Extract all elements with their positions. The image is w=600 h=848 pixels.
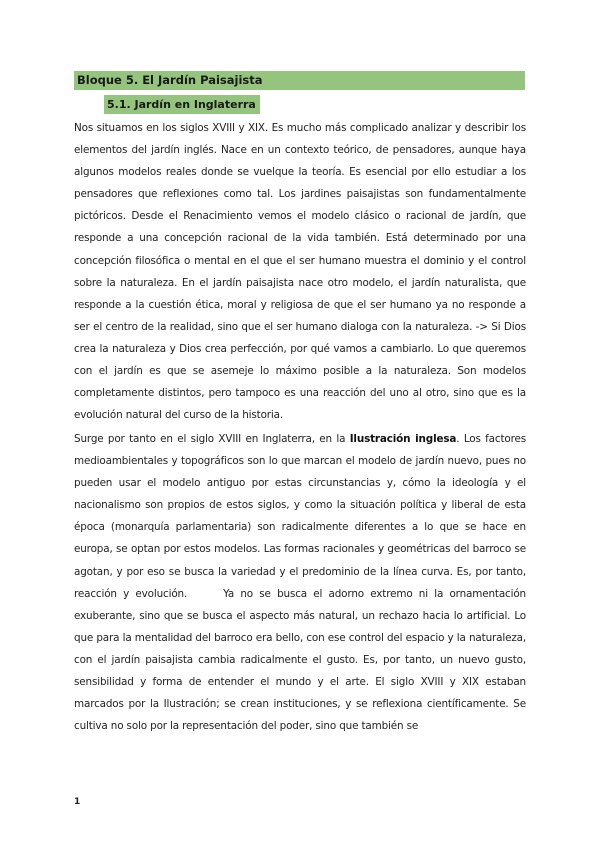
paragraph-text-before-bold: Surge por tanto en el siglo XVIII en Inglaterra, en la — [74, 433, 350, 445]
page-number: 1 — [74, 797, 81, 807]
paragraph-text-after-bold: . Los factores medioambientales y topográficos son lo que marcan el modelo de jardín nuevo, pues no pueden usar el modelo antiguo por estas circunstancias y, cómo la ideología y el nacionalismo son propios de estos siglos, y como la situación política y liberal de esta época (monarquía parlamentaria) son radicalmente diferentes a lo que se hace en europa, se optan por estos modelos. Las formas racionales y geométricas del barroco se agotan, y por eso se busca la variedad y el predominio de la línea curva. Es, por tanto, reacción y evolución. — [74, 433, 526, 600]
section-title: 5.1. Jardín en Inglaterra — [104, 95, 260, 114]
paragraph-intro: Nos situamos en los siglos XVIII y XIX. Es mucho más complicado analizar y describir los elementos del jardín inglés. Nace en un contexto teórico, de pensadores, aunque haya algunos modelos reales donde se vuelque la teoría. Es esencial por ello estudiar a los pensadores que reflexiones como tal. Los jardines paisajistas son fundamentalmente pictóricos. Desde el Renacimiento vemos el modelo clásico o racional de jardín, que responde a una concepción racional de la vida también. Está determinado por una concepción filosófica o mental en el que el ser humano muestra el dominio y el control sobre la naturaleza. En el jardín paisajista nace otro modelo, el jardín naturalista, que responde a la cuestión ética, moral y religiosa de que el ser humano ya no responde a ser el centro de la realidad, sino que el ser humano dialoga con la naturaleza. -> Si Dios crea la naturaleza y Dios crea perfección, por qué vamos a cambiarlo. Lo que queremos con el jardín es que se asemeje lo máximo posible a la naturaleza. Son modelos completamente distintos, pero tampoco es una reacción del uno al otro, sino que es la evolución natural del curso de la historia. — [74, 122, 526, 422]
paragraph-text-after-gap: Ya no se busca el adorno extremo ni la ornamentación exuberante, sino que se busca el aspecto más natural, un rechazo hacia lo artificial. Lo que para la mentalidad del barroco era bello, con ese control del espacio y la naturaleza, con el jardín paisajista cambia radicalmente el gusto. Es, por tanto, un nuevo gusto, sensibilidad y forma de entender el mundo y el arte. El siglo XVIII y XIX estaban marcados por la Ilustración; se crean instituciones, y se reflexiona científicamente. Se cultiva no solo por la representación del poder, sino que también se — [74, 587, 526, 733]
paragraph-ilustracion — [74, 428, 526, 737]
block-title: Bloque 5. El Jardín Paisajista — [74, 71, 525, 90]
bold-term-ilustracion-inglesa: Ilustración inglesa — [349, 433, 457, 445]
